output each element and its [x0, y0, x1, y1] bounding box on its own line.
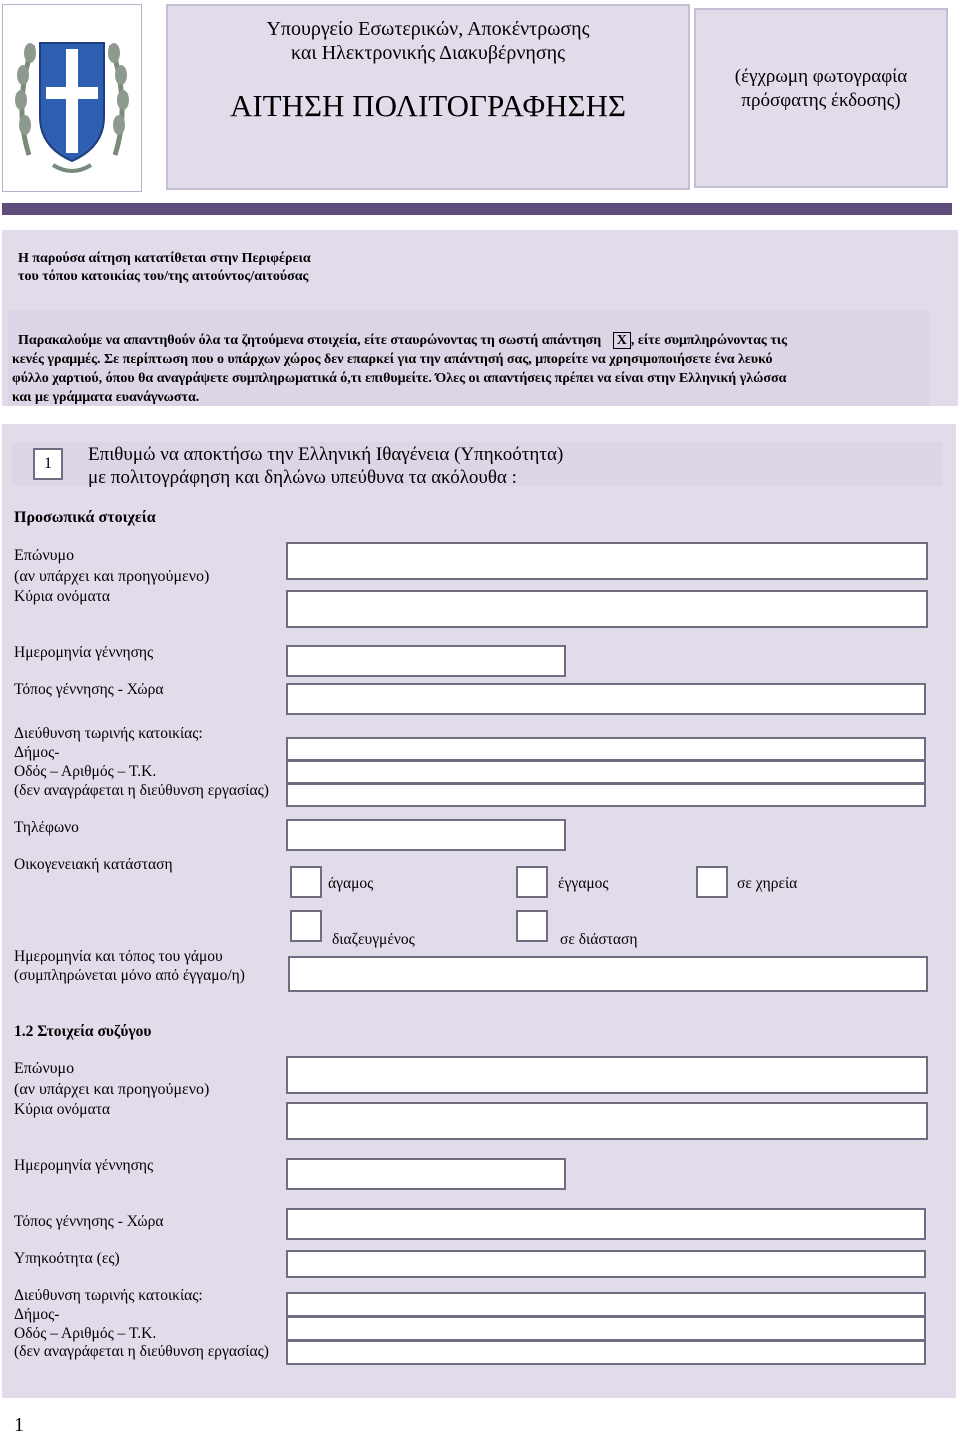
address-label: Διεύθυνση τωρινής κατοικίας:	[14, 725, 203, 742]
spouse-first-names-field[interactable]	[286, 1102, 928, 1140]
instructions-line-3: φύλλο χαρτιού, όπου θα αναγράψετε συμπληρωματικά ό,τι επιθυμείτε. Όλες οι απαντήσεις πρέπει να είναι στην Ελληνική γλώσσα	[12, 371, 787, 386]
spouse-birth-date-label: Ημερομηνία γέννησης	[14, 1157, 154, 1174]
page-number: 1	[14, 1414, 24, 1436]
header-title-panel	[166, 4, 690, 190]
separated-checkbox[interactable]	[516, 910, 548, 942]
instructions-line-1-end: , είτε συμπληρώνοντας τις	[630, 333, 788, 348]
postal-code-field[interactable]	[286, 783, 926, 807]
street-label: Οδός – Αριθμός – Τ.Κ.	[14, 763, 157, 780]
first-names-label: Κύρια ονόματα	[14, 588, 111, 605]
birth-date-field[interactable]	[286, 645, 566, 677]
instructions-line-2: κενές γραμμές. Σε περίπτωση που ο υπάρχων χώρος δεν επαρκεί για την απάντησή σας, μπορείτε να χρησιμοποιήσετε ένα λευκό	[12, 352, 773, 367]
instructions-line-1-start: Παρακαλούμε να απαντηθούν όλα τα ζητούμενα στοιχεία, είτε σταυρώνοντας τη σωστή απάντηση	[18, 333, 602, 348]
municipality-field[interactable]	[286, 737, 926, 761]
separated-label: σε διάσταση	[560, 931, 638, 948]
marriage-label-line-2: (συμπληρώνεται μόνο από έγγαμο/η)	[14, 967, 245, 984]
ministry-line-1: Υπουργείο Εσωτερικών, Αποκέντρωσης	[266, 18, 590, 40]
spouse-municipality-field[interactable]	[286, 1292, 926, 1317]
first-names-field[interactable]	[286, 590, 928, 628]
photo-note-line-1: (έγχρωμη φωτογραφία	[734, 66, 908, 87]
spouse-surname-field[interactable]	[286, 1056, 928, 1094]
cross-mark-example: X	[613, 332, 631, 349]
spouse-municipality-label: Δήμος-	[14, 1306, 60, 1323]
spouse-first-names-label: Κύρια ονόματα	[14, 1101, 111, 1118]
widowed-label: σε χηρεία	[737, 875, 798, 892]
single-checkbox[interactable]	[290, 866, 322, 898]
form-body-panel	[2, 424, 956, 1398]
ministry-line-2: και Ηλεκτρονικής Διακυβέρνησης	[290, 42, 566, 64]
single-label: άγαμος	[328, 875, 374, 892]
photo-note-line-2: πρόσφατης έκδοσης)	[741, 90, 901, 111]
spouse-street-label: Οδός – Αριθμός – Τ.Κ.	[14, 1325, 157, 1342]
birth-place-field[interactable]	[286, 683, 926, 715]
phone-label: Τηλέφωνο	[14, 819, 79, 836]
married-label: έγγαμος	[558, 875, 609, 892]
spouse-address-note: (δεν αναγράφεται η διεύθυνση εργασίας)	[14, 1343, 269, 1360]
birth-place-label: Τόπος γέννησης - Χώρα	[14, 681, 164, 698]
instructions-panel	[8, 310, 930, 406]
marital-status-label: Οικογενειακή κατάσταση	[14, 856, 173, 873]
surname-note: (αν υπάρχει και προηγούμενο)	[14, 568, 210, 585]
instructions-line-4: και με γράμματα ευανάγνωστα.	[12, 390, 200, 405]
spouse-section-title: 1.2 Στοιχεία συζύγου	[14, 1023, 152, 1040]
section-1-heading-line-1: Επιθυμώ να αποκτήσω την Ελληνική Ιθαγένεια (Υπηκοότητα)	[88, 444, 564, 465]
photo-placeholder	[694, 8, 948, 188]
surname-label: Επώνυμο	[14, 547, 75, 564]
divorced-checkbox[interactable]	[290, 910, 322, 942]
married-checkbox[interactable]	[516, 866, 548, 898]
spouse-nationality-label: Υπηκοότητα (ες)	[14, 1250, 120, 1267]
spouse-nationality-field[interactable]	[286, 1250, 926, 1278]
notice-line-2: του τόπου κατοικίας του/της αιτούντος/αιτούσας	[18, 269, 309, 284]
instructions-line-1	[18, 331, 787, 350]
section-number-box: 1	[33, 448, 63, 480]
spouse-street-field[interactable]	[286, 1316, 926, 1341]
spouse-address-label: Διεύθυνση τωρινής κατοικίας:	[14, 1287, 203, 1304]
spouse-birth-date-field[interactable]	[286, 1158, 566, 1190]
personal-details-title: Προσωπικά στοιχεία	[14, 509, 156, 526]
surname-field[interactable]	[286, 542, 928, 580]
form-title: ΑΙΤΗΣΗ ΠΟΛΙΤΟΓΡΑΦΗΣΗΣ	[229, 88, 627, 123]
birth-date-label: Ημερομηνία γέννησης	[14, 644, 154, 661]
spouse-surname-label: Επώνυμο	[14, 1060, 75, 1077]
widowed-checkbox[interactable]	[696, 866, 728, 898]
street-field[interactable]	[286, 760, 926, 784]
spouse-postal-code-field[interactable]	[286, 1340, 926, 1365]
header-divider-bar	[2, 203, 952, 215]
marriage-label-line-1: Ημερομηνία και τόπος του γάμου	[14, 948, 223, 965]
marriage-date-place-field[interactable]	[288, 956, 928, 992]
notice-line-1: Η παρούσα αίτηση κατατίθεται στην Περιφέρεια	[18, 251, 311, 266]
phone-field[interactable]	[286, 819, 566, 851]
address-note: (δεν αναγράφεται η διεύθυνση εργασίας)	[14, 782, 269, 799]
spouse-surname-note: (αν υπάρχει και προηγούμενο)	[14, 1081, 210, 1098]
divorced-label: διαζευγμένος	[332, 931, 415, 948]
spouse-birth-place-field[interactable]	[286, 1208, 926, 1240]
greek-coat-of-arms-icon	[3, 5, 141, 191]
section-1-heading-line-2: με πολιτογράφηση και δηλώνω υπεύθυνα τα ακόλουθα :	[88, 467, 517, 488]
emblem-frame	[2, 4, 142, 192]
municipality-label: Δήμος-	[14, 744, 60, 761]
spouse-birth-place-label: Τόπος γέννησης - Χώρα	[14, 1213, 164, 1230]
